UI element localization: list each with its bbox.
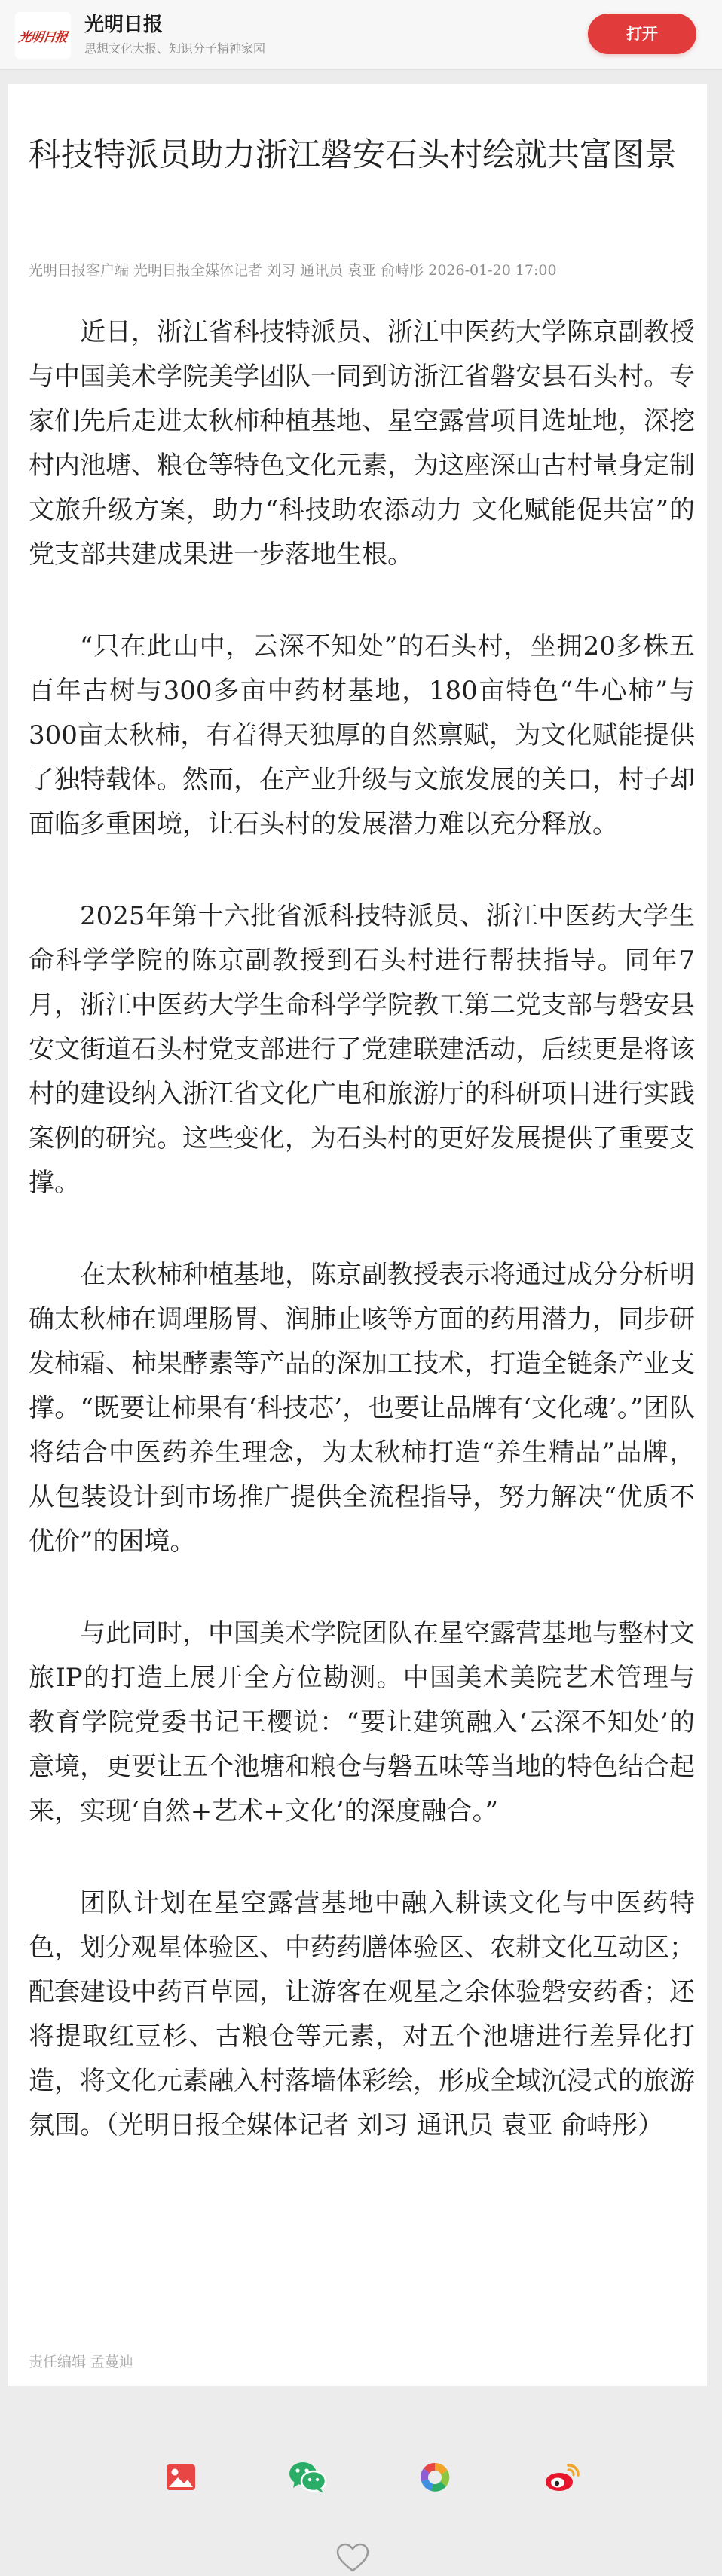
share-moments-button[interactable] — [409, 2452, 460, 2503]
app-download-banner — [0, 0, 722, 70]
app-logo — [15, 12, 71, 59]
paragraph: 近日，浙江省科技特派员、浙江中医药大学陈京副教授与中国美术学院美学团队一同到访浙江省磐安县石头村。专家们先后走进太秋柿种植基地、星空露营项目选址地，深挖村内池塘、粮仓等特色文化元素，为这座深山古村量身定制文旅升级方案，助力“科技助农添动力 文化赋能促共富”的党支部共建成果进一步落地生根。 — [29, 317, 695, 570]
responsible-editor: 责任编辑 孟蔓迪 — [29, 2354, 134, 2370]
wechat-icon — [288, 2460, 327, 2495]
paragraph: 在太秋柿种植基地，陈京副教授表示将通过成分分析明确太秋柿在调理肠胃、润肺止咳等方面的药用潜力，同步研发柿霜、柿果酵素等产品的深加工技术，打造全链条产业支撑。“既要让柿果有‘科技芯’，也要让品牌有‘文化魂’。”团队将结合中医药养生理念，为太秋柿打造“养生精品”品牌，从包装设计到市场推广提供全流程指导，努力解决“优质不优价”的困境。 — [29, 1260, 695, 1557]
share-wechat-button[interactable] — [282, 2452, 333, 2503]
open-app-button[interactable]: 打开 — [588, 14, 696, 54]
paragraph: 2025年第十六批省派科技特派员、浙江中医药大学生命科学学院的陈京副教授到石头村进行帮扶指导。同年7月，浙江中医药大学生命科学学院教工第二党支部与磐安县安文街道石头村党支部进行了党建联建活动，后续更是将该村的建设纳入浙江省文化广电和旅游厅的科研项目进行实践案例的研究。这些变化，为石头村的更好发展提供了重要支撑。 — [29, 901, 695, 1198]
moments-icon — [418, 2460, 452, 2495]
article-card — [8, 84, 707, 2386]
app-name: 光明日报 — [84, 14, 164, 36]
image-icon — [164, 2461, 197, 2494]
share-weibo-button[interactable] — [537, 2452, 588, 2503]
paragraph: “只在此山中，云深不知处”的石头村，坐拥20多株五百年古树与300多亩中药材基地，180亩特色“牛心柿”与300亩太秋柿，有着得天独厚的自然禀赋，为文化赋能提供了独特载体。然而，在产业升级与文旅发展的关口，村子却面临多重困境，让石头村的发展潜力难以充分释放。 — [29, 631, 695, 839]
like-button[interactable] — [335, 2543, 370, 2573]
article-meta: 光明日报客户端 光明日报全媒体记者 刘习 通讯员 袁亚 俞峙彤 2026-01-20 17:00 — [29, 262, 557, 279]
article-title: 科技特派员助力浙江磐安石头村绘就共富图景 — [29, 136, 677, 174]
share-bar — [0, 2396, 722, 2573]
logo-mark: 光明日报 — [17, 29, 69, 45]
weibo-icon — [543, 2461, 581, 2494]
share-image-button[interactable] — [155, 2452, 207, 2503]
heart-icon — [335, 2543, 370, 2573]
paragraph: 与此同时，中国美术学院团队在星空露营基地与整村文旅IP的打造上展开全方位勘测。中国美术美院艺术管理与教育学院党委书记王樱说：“要让建筑融入‘云深不知处’的意境，更要让五个池塘和粮仓与磐五味等当地的特色结合起来，实现‘自然+艺术+文化’的深度融合。” — [29, 1618, 695, 1826]
paragraph: 团队计划在星空露营基地中融入耕读文化与中医药特色，划分观星体验区、中药药膳体验区、农耕文化互动区；配套建设中药百草园，让游客在观星之余体验磐安药香；还将提取红豆杉、古粮仓等元素，对五个池塘进行差异化打造，将文化元素融入村落墙体彩绘，形成全域沉浸式的旅游氛围。（光明日报全媒体记者 刘习 通讯员 袁亚 俞峙彤） — [29, 1888, 695, 2141]
article-body — [29, 310, 695, 2196]
app-slogan: 思想文化大报、知识分子精神家园 — [84, 41, 266, 56]
